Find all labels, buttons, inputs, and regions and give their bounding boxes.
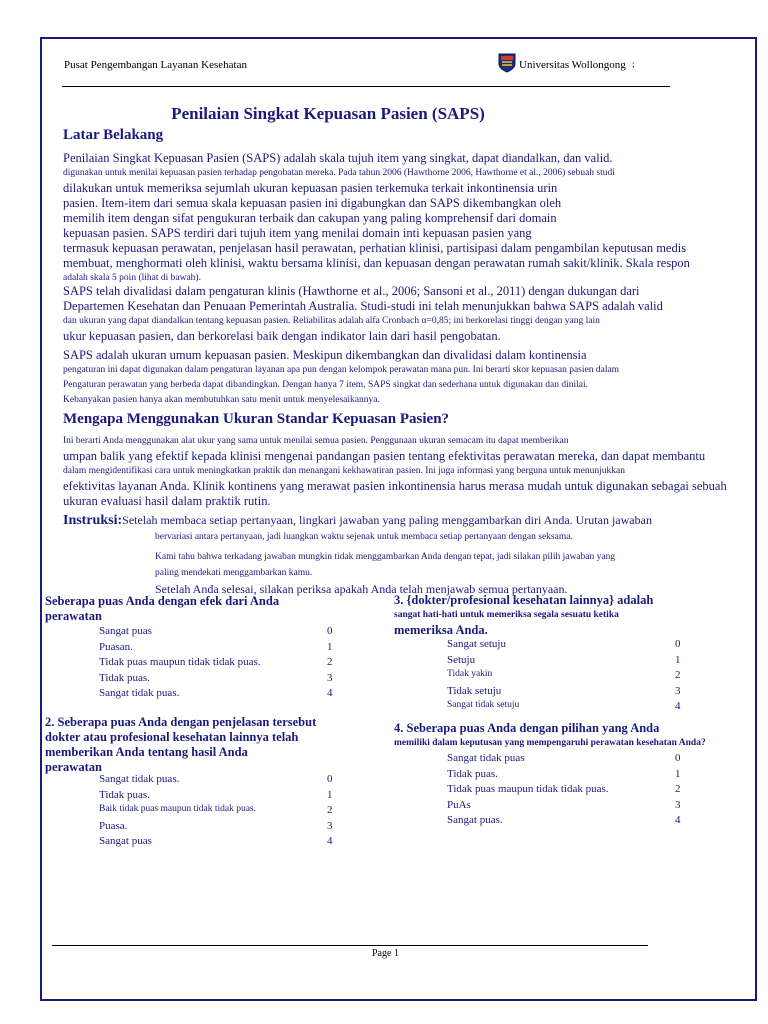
text-line: 4. Seberapa puas Anda dengan pilihan yang Anda [394,721,660,735]
text-line: Penilaian Singkat Kepuasan Pasien (SAPS) adalah skala tujuh item yang singkat, dapat diandalkan, dan valid. [63,151,613,165]
text-line: memiliki dalam keputusan yang mempengaruhi perawatan kesehatan Anda? [394,738,706,748]
background-paragraph-2 [63,284,703,344]
background-paragraph-3 [63,348,703,408]
answer-option[interactable] [447,752,687,768]
text-line: SAPS telah divalidasi dalam pengaturan klinis (Hawthorne et al., 2006; Sansoni et al., 2011) dengan dukungan dari [63,284,640,298]
question-3-options [447,638,687,716]
question-4 [394,721,714,751]
text-line: memeriksa Anda. [394,623,488,637]
text-line: Kebanyakan pasien hanya akan membutuhkan satu menit untuk menyelesaikannya. [63,395,380,405]
answer-option-label: Sangat setuju [447,638,506,650]
question-2 [45,715,350,775]
instructions-label: Instruksi: [63,513,123,528]
text-line: Departemen Kesehatan dan Penuaan Pemerintah Australia. Studi-studi ini telah menunjukkan bahwa SAPS adalah valid [63,299,663,313]
answer-option-label: Sangat puas [99,625,152,637]
question-4-options [447,752,687,830]
answer-option-value: 1 [675,653,681,666]
text-line: memilih item dengan sifat pengukuran terbaik dan cakupan yang paling komprehensif dari domain [63,211,557,225]
why-paragraph [63,434,727,509]
text-line: umpan balik yang efektif kepada klinisi mengenai pandangan pasien tentang efektivitas perawatan mereka, dan dapat membantu [63,449,706,463]
text-line: SAPS adalah ukuran umum kepuasan pasien. Meskipun dikembangkan dan divalidasi dalam kontinensia [63,348,587,362]
answer-option-label: Baik tidak puas maupun tidak tidak puas. [99,804,256,815]
answer-option[interactable] [99,789,339,805]
answer-option-value: 2 [327,656,333,669]
answer-option-label: Tidak puas. [99,671,150,684]
answer-option[interactable] [447,768,687,784]
answer-option-label: Tidak setuju [447,684,502,697]
text-line: 2. Seberapa puas Anda dengan penjelasan tersebut [45,715,317,729]
text-line: ukuran evaluasi hasil dalam praktik rutin. [63,494,271,508]
answer-option-value: 2 [675,669,681,682]
answer-option-value: 2 [675,783,681,796]
text-line: kepuasan pasien. SAPS terdiri dari tujuh item yang menilai domain inti kepuasan pasien yang [63,226,532,240]
text-line: efektivitas layanan Anda. Klinik kontinens yang merawat pasien inkontinensia harus merasa mudah untuk digunakan sebagai sebuah [63,479,727,493]
text-line: Seberapa puas Anda dengan efek dari Anda [45,594,280,608]
background-paragraph-1 [63,151,703,286]
answer-option-label: Sangat tidak puas [447,752,525,764]
answer-option-value: 0 [327,773,333,785]
answer-option-value: 3 [327,819,333,832]
text-line: adalah skala 5 poin (lihat di bawah). [63,273,201,283]
answer-option[interactable] [99,835,339,851]
text-line: Ini berarti Anda menggunakan alat ukur yang sama untuk menilai semua pasien. Penggunaan ukuran semacam itu dapat memberikan [63,436,569,446]
text-line: sangat hati-hati untuk memeriksa segala sesuatu ketika [394,610,619,620]
answer-option[interactable] [447,799,687,815]
answer-option[interactable] [99,687,339,703]
question-1 [45,594,307,624]
answer-option-value: 3 [675,684,681,697]
answer-option-label: Sangat tidak puas. [99,773,180,785]
text-line: membuat, menghormati oleh klinisi, waktu bersama klinisi, dan kepuasan dengan perawatan rumah sakit/klinik. Skala respon [63,256,690,270]
answer-option[interactable] [447,685,687,701]
instructions-line-5: Setelah Anda selesai, silakan periksa apakah Anda telah menjawab semua pertanyaan. [155,582,568,596]
answer-option-label: Tidak puas. [99,788,150,801]
answer-option-label: Tidak puas maupun tidak tidak puas. [99,656,261,669]
text-line: termasuk kepuasan perawatan, penjelasan hasil perawatan, perhatian klinisi, partisipasi dalam pengambilan keputusan medis [63,241,687,255]
answer-option-label: PuAs [447,798,471,811]
answer-option[interactable] [99,773,339,789]
header-mark: ; [632,59,635,69]
answer-option[interactable] [447,814,687,830]
answer-option-value: 4 [675,814,681,827]
question-2-options [99,773,339,851]
answer-option[interactable] [99,625,339,641]
text-line: dokter atau profesional kesehatan lainnya telah [45,730,299,744]
text-line: perawatan [45,760,102,774]
answer-option-label: Sangat tidak puas. [99,687,180,700]
text-line: pengaturan ini dapat digunakan dalam pengaturan layanan apa pun dengan kelompok perawatan mana pun. Ini berarti skor kepuasan pasien dalam [63,365,620,375]
text-line: digunakan untuk menilai kepuasan pasien terhadap pengobatan mereka. Pada tahun 2006 (Hawthorne 2006, Hawthorne et al., 2006) sebuah studi [63,168,615,178]
answer-option-value: 0 [327,625,333,637]
header-divider [62,86,670,87]
answer-option-value: 2 [327,804,333,817]
instructions-line-4: paling mendekati menggambarkan kamu. [155,568,313,578]
text-line: perawatan [45,609,102,623]
page-title: Penilaian Singkat Kepuasan Pasien (SAPS) [171,104,485,123]
answer-option-label: Sangat puas [99,835,152,848]
text-line: Pengaturan perawatan yang berbeda dapat dibandingkan. Dengan hanya 7 item, SAPS singkat dan sederhana untuk digunakan dan dinilai. [63,380,588,390]
answer-option[interactable] [447,669,687,685]
instructions-line-2: bervariasi antara pertanyaan, jadi luangkan waktu sejenak untuk membaca setiap pertanyaan dengan seksama. [155,532,573,542]
page-number: Page 1 [372,948,399,959]
answer-option[interactable] [99,656,339,672]
answer-option[interactable] [447,638,687,654]
answer-option-value: 1 [327,640,333,653]
header-university [498,53,626,76]
answer-option-label: Sangat tidak setuju [447,700,520,711]
text-line: dilakukan untuk memeriksa sejumlah ukuran kepuasan pasien terkemuka terkait inkontinensia urin [63,181,558,195]
answer-option-value: 4 [327,835,333,848]
question-1-options [99,625,339,703]
background-heading: Latar Belakang [63,127,164,143]
answer-option[interactable] [99,672,339,688]
university-crest-icon [498,53,516,76]
instructions [63,512,703,597]
text-line: pasien. Item-item dari semua skala kepuasan pasien ini digabungkan dan SAPS dikembangkan oleh [63,196,562,210]
header-org: Pusat Pengembangan Layanan Kesehatan [64,59,247,71]
instructions-line-1: Setelah membaca setiap pertanyaan, lingkari jawaban yang paling menggambarkan diri Anda. Urutan jawaban [122,513,652,527]
text-line: dalam mengidentifikasi cara untuk meningkatkan praktik dan menangani kekhawatiran pasien. Ini juga informasi yang berguna untuk menunjukkan [63,466,626,476]
answer-option[interactable] [99,641,339,657]
why-heading: Mengapa Menggunakan Ukuran Standar Kepuasan Pasien? [63,411,450,427]
text-line: memberikan Anda tentang hasil Anda [45,745,248,759]
answer-option[interactable] [447,783,687,799]
question-3 [394,593,694,638]
answer-option[interactable] [447,700,687,716]
answer-option-value: 3 [327,671,333,684]
text-line: dan ukuran yang dapat diandalkan tentang kepuasan pasien. Reliabilitas adalah alfa Cronbach α=0,85; ini berkorelasi tinggi dengan yang lain [63,316,600,326]
answer-option-label: Tidak puas maupun tidak tidak puas. [447,783,609,796]
answer-option[interactable] [99,804,339,820]
text-line: 3. {dokter/profesional kesehatan lainnya} adalah [394,593,654,607]
instructions-line-3: Kami tahu bahwa terkadang jawaban mungkin tidak menggambarkan Anda dengan tepat, jadi silakan pilih jawaban yang [155,552,616,562]
answer-option[interactable] [447,654,687,670]
answer-option-value: 4 [327,687,333,700]
answer-option-label: Puasan. [99,640,133,653]
answer-option-value: 0 [675,638,681,650]
answer-option-value: 3 [675,798,681,811]
answer-option-label: Sangat puas. [447,814,503,827]
answer-option-label: Tidak yakin [447,669,493,680]
answer-option-value: 1 [675,767,681,780]
answer-option-value: 0 [675,752,681,764]
answer-option-label: Setuju [447,653,476,666]
header-university-name: Universitas Wollongong [519,58,626,71]
answer-option-value: 1 [327,788,333,801]
text-line: ukur kepuasan pasien, dan berkorelasi baik dengan indikator lain dari hasil pengobatan. [63,329,501,343]
answer-option-label: Tidak puas. [447,767,498,780]
answer-option-value: 4 [675,700,681,713]
answer-option[interactable] [99,820,339,836]
footer-divider [52,945,648,946]
answer-option-label: Puasa. [99,819,128,832]
